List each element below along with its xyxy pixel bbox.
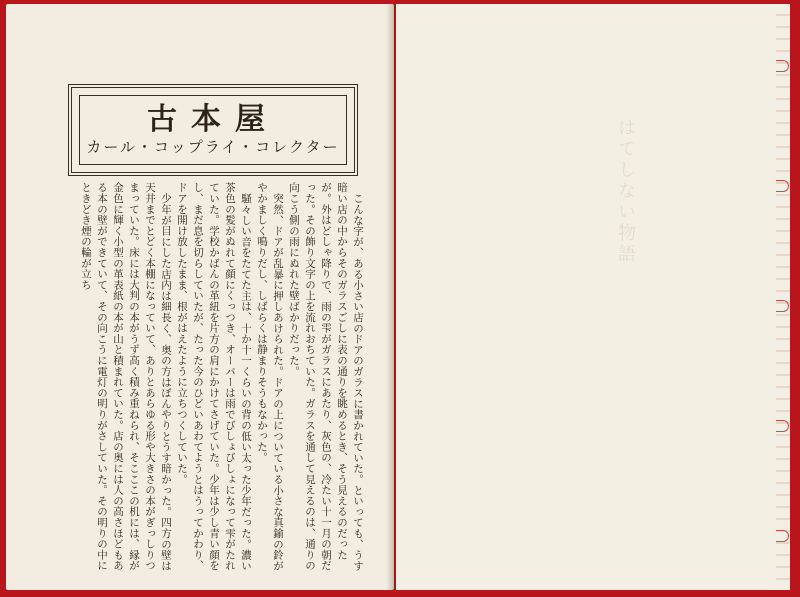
paragraph: 騒々しい音をたてた主は、十か十一くらいの背の低い太った少年だった。濃い茶色の髪がぬれて顔にくっつき、オーバーは雨でびしょびしょになって雫がたれていた。学校かばんの革紐を片方の肩にかけてさげていた。少年は少し青い顔をし、まだ息を切らしていたが、たった今のひどいあわてようとはうってかわり、ドアを開け放したまま、根がはえたように立ちつくしていた。 xyxy=(176,182,252,571)
page-edge-curl xyxy=(776,420,789,432)
page-edge-curl xyxy=(776,300,789,312)
page-edge-curl xyxy=(776,180,789,192)
chapter-title-box xyxy=(68,84,358,176)
show-through-text: はてしない物語 xyxy=(615,118,636,265)
paragraph: 突然、ドアが乱暴に押しあけられた。ドアの上についている小さな真鍮の鈴がやかましく鳴りだし、しばらくは静まりそうもなかった。 xyxy=(256,182,284,571)
page-edge-curl xyxy=(776,530,789,542)
page-edge-curl xyxy=(776,60,789,72)
paragraph: こんな字が、ある小さい店のドアのガラスに書かれていた。といっても、うす暗い店の中からそのガラスごしに表の通りを眺めるとき、そう見えるのだったが。外はどしゃ降りで、雨の雫がガラスにあたり、灰色の、冷たい十一月の朝だった。その飾り文字の上を流れおちていた。ガラスを通して見えるのは、通りの向こう側の雨にぬれた壁ばかりだった。 xyxy=(288,182,364,571)
chapter-title: 古本屋 xyxy=(147,102,279,137)
chapter-subtitle: カール・コップライ・コレクター xyxy=(86,138,340,156)
left-page xyxy=(6,4,394,590)
paragraph: 少年が目にした店内は細長く、奥の方はぼんやりとうす暗かった。四方の壁は天井までとどく本棚になっていて、ありとあらゆる形や大きさの本がぎっしりつまっていた。床には大判の本がうず高く積み重ねられ、そこここの机には、縁が金色に輝く小型の革表紙の本が山と積まれていた。店の奥には人の高さほどもある本の壁ができていて、その向こうに電灯の明りがさしていた。その明りの中にときどき煙の輪が立ち xyxy=(80,182,172,571)
page-edge-strip xyxy=(776,4,790,590)
body-text xyxy=(46,182,366,574)
